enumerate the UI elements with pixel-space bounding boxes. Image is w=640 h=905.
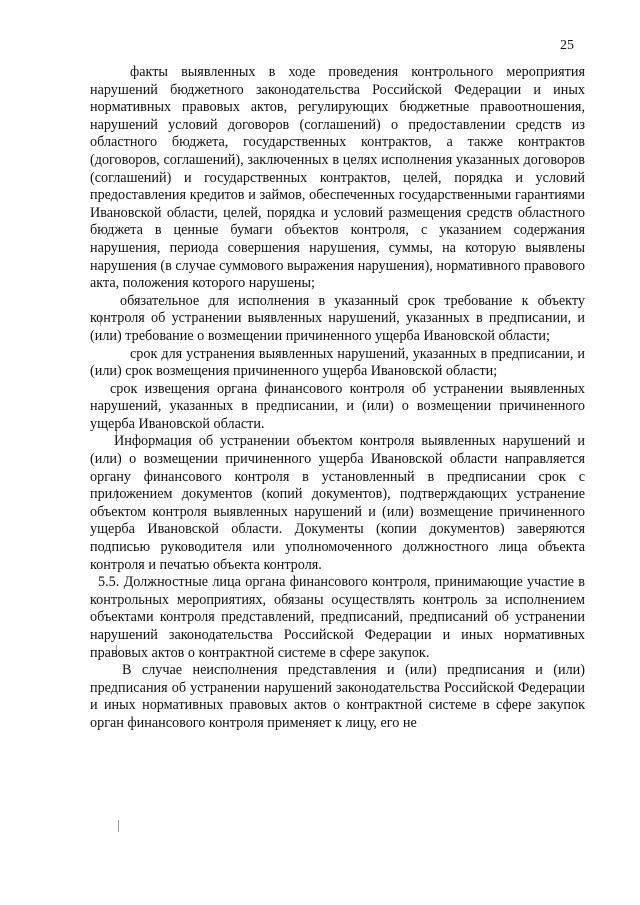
paragraph: Информация об устранении объектом контроля выявленных нарушений и (или) о возмещении причиненного ущерба Ивановской области направляется органу финансового контроля в установленный в предписании срок с приложением документов (копий документов), подтверждающих устранение объектом контроля выявленных нарушений и (или) возмещение причиненного ущерба Ивановской области. Документы (копии документов) заверяются подписью руководителя или уполномоченного должностного лица объекта контроля и печатью объекта контроля. [90,433,585,573]
paragraph: факты выявленных в ходе проведения контрольного мероприятия нарушений бюджетного законодательства Российской Федерации и иных нормативных правовых актов, регулирующих бюджетные правоотношения, нарушений условий договоров (соглашений) о предоставлении средств из областного бюджета, государственных контрактов, а также контрактов (договоров, соглашений), заключенных в целях исполнения указанных договоров (соглашений) и государственных контрактов, целей, порядка и условий предоставления кредитов и займов, обеспеченных государственными гарантиями Ивановской области, целей, порядка и условий размещения средств областного бюджета в ценные бумаги объектов контроля, с указанием содержания нарушения, периода совершения нарушения, суммы, на которую выявлены нарушения (в случае суммового выражения нарушения), нормативного правового акта, положения которого нарушены; [90,64,585,292]
page-number: 25 [560,38,574,53]
margin-mark [118,820,119,832]
paragraph: обязательное для исполнения в указанный срок требование к объекту контроля об устранении выявленных нарушений, указанных в предписании, и (или) требование о возмещении причиненного ущерба Ивановской области; [90,292,585,344]
paragraph: срок извещения органа финансового контроля об устранении выявленных нарушений, указанных в предписании, и (или) о возмещении причиненного ущерба Ивановской области. [90,380,585,432]
paragraph: срок для устранения выявленных нарушений, указанных в предписании, и (или) срок возмещения причиненного ущерба Ивановской области; [90,345,585,380]
document-body [90,64,585,733]
paragraph: 5.5. Должностные лица органа финансового контроля, принимающие участие в контрольных мероприятиях, обязаны осуществлять контроль за исполнением объектами контроля представлений, предписаний, предписаний об устранении нарушений законодательства Российской Федерации и иных нормативных правовых актов о контрактной системе в сфере закупок. [90,574,585,661]
paragraph: В случае неисполнения представления и (или) предписания и (или) предписания об устранении нарушений законодательства Российской Федерации и иных нормативных правовых актов о контрактной системе в сфере закупок орган финансового контроля применяет к лицу, его не [90,662,585,731]
